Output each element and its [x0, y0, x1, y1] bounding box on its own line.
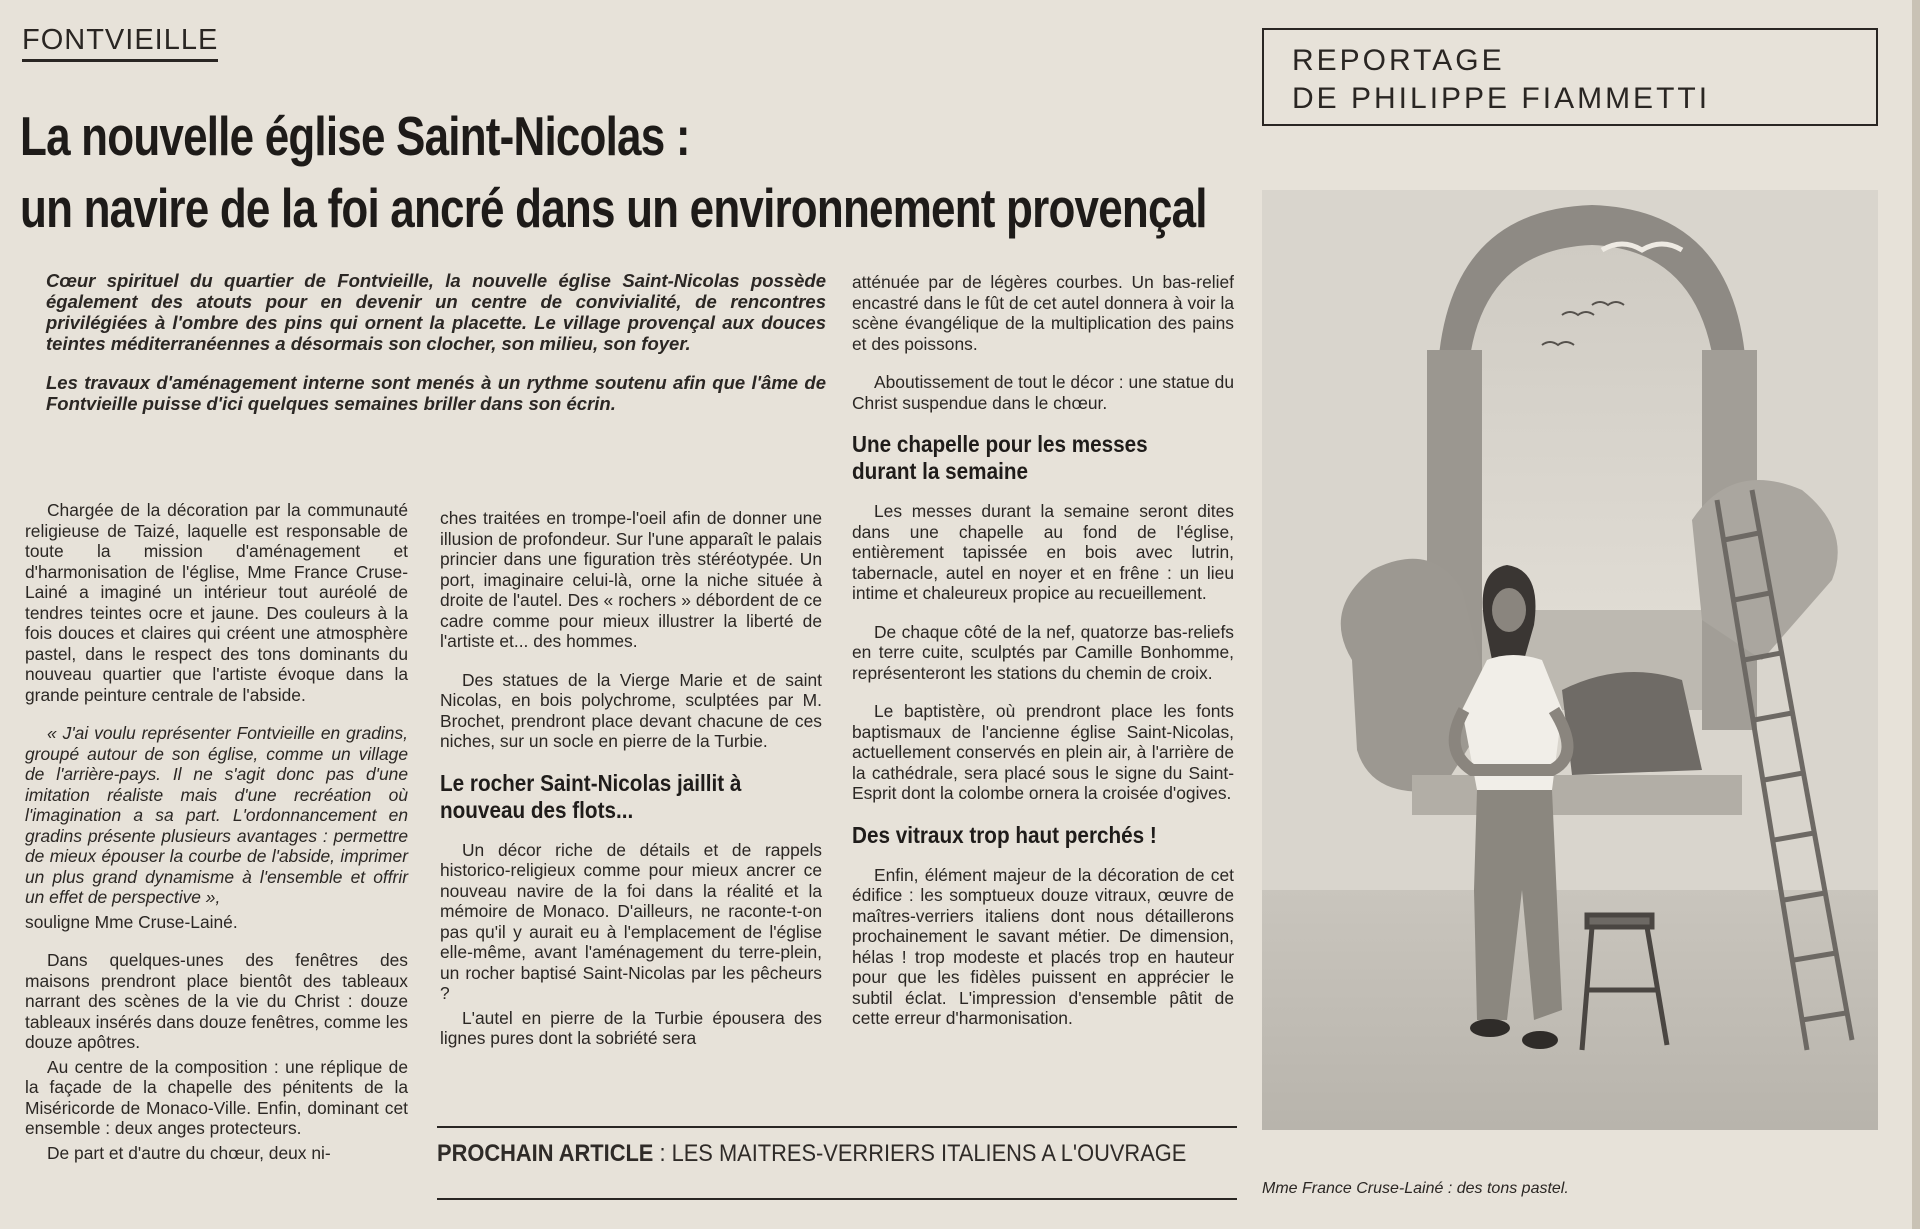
body-paragraph: ches traitées en trompe-l'oeil afin de donner une illusion de profondeur. Sur l'une apparaît le palais princier dans une figuration très stéréotypée. Un port, imaginaire celui-là, orne la niche située à droite de l'autel. Des « rochers » débordent de ce cadre comme pour mieux illustrer la liberté de l'artiste et... des hommes.	[440, 508, 822, 651]
next-article-label: PROCHAIN ARTICLE	[437, 1140, 654, 1167]
body-paragraph: De chaque côté de la nef, quatorze bas-reliefs en terre cuite, sculptés par Camille Bonhomme, représenteront les stations du chemin de croix.	[852, 621, 1234, 683]
body-paragraph: Aboutissement de tout le décor : une statue du Christ suspendue dans le chœur.	[852, 372, 1234, 413]
photo-caption: Mme France Cruse-Lainé : des tons pastel.	[1262, 1180, 1569, 1197]
headline-line-1: La nouvelle église Saint-Nicolas :	[20, 105, 690, 167]
byline-line-2: DE PHILIPPE FIAMMETTI	[1292, 82, 1711, 115]
next-article-text: LES MAITRES-VERRIERS ITALIENS A L'OUVRAGE	[671, 1140, 1187, 1167]
body-paragraph: Le baptistère, où prendront place les fonts baptismaux de l'ancienne église Saint-Nicolas, actuellement conservés en plein air, à l'arrière de la cathédrale, sera placé sous le signe du Saint-Esprit dont la colombe ornera la croisée d'ogives.	[852, 701, 1234, 803]
photo	[1262, 190, 1878, 1130]
lead-paragraphs	[46, 270, 826, 432]
subheading: Des vitraux trop haut perchés !	[852, 821, 1157, 848]
center-rock	[1562, 672, 1702, 775]
column-3	[852, 272, 1234, 1033]
section-label: FONTVIEILLE	[22, 24, 218, 62]
byline-line-1: REPORTAGE	[1292, 44, 1505, 77]
body-paragraph: L'autel en pierre de la Turbie épousera des lignes pures dont la sobriété sera	[440, 1007, 822, 1048]
body-paragraph: Des statues de la Vierge Marie et de saint Nicolas, en bois polychrome, sculptées par M. Brochet, prendront place devant chacune de ces niches, sur un socle en pierre de la Turbie.	[440, 669, 822, 751]
lead-paragraph: Cœur spirituel du quartier de Fontvieille, la nouvelle église Saint-Nicolas possède également des atouts pour en devenir un centre de convivialité, de rencontres privilégiées à l'ombre des pins qui ornent la placette. Le village provençal aux douces teintes méditerranéennes a désormais son clocher, son milieu, son foyer.	[46, 270, 826, 354]
divider-top	[437, 1126, 1237, 1128]
headline	[20, 100, 1207, 244]
body-paragraph: Dans quelques-unes des fenêtres des maisons prendront place bientôt des tableaux narrant des scènes de la vie du Christ : douze tableaux insérés dans douze fenêtres, comme les douze apôtres.	[25, 950, 408, 1052]
ledge	[1412, 775, 1742, 815]
photo-illustration	[1262, 190, 1878, 1130]
body-paragraph: Les messes durant la semaine seront dites dans une chapelle au fond de l'église, entièrement tapissée en bois avec lutrin, tabernacle, autel en noyer et en frêne : un lieu intime et chaleureux propice au recueillement.	[852, 501, 1234, 603]
next-article-banner	[437, 1140, 1187, 1168]
byline-box	[1262, 28, 1878, 126]
column-2	[440, 508, 822, 1067]
subheading: Le rocher Saint-Nicolas jaillit à nouveau des flots...	[440, 769, 742, 823]
body-paragraph: atténuée par de légères courbes. Un bas-relief encastré dans le fût de cet autel donnera à voir la scène évangélique de la multiplication des pains et des poissons.	[852, 272, 1234, 354]
body-paragraph: Au centre de la composition : une réplique de la façade de la chapelle des pénitents de la Miséricorde de Monaco-Ville. Enfin, dominant cet ensemble : deux anges protecteurs.	[25, 1056, 408, 1138]
headline-line-2: un navire de la foi ancré dans un environnement provençal	[20, 177, 1207, 239]
lead-paragraph: Les travaux d'aménagement interne sont menés à un rythme soutenu afin que l'âme de Fontvieille puisse d'ici quelques semaines briller dans son écrin.	[46, 372, 826, 414]
body-paragraph: Enfin, élément majeur de la décoration de cet édifice : les somptueux douze vitraux, œuvre de maîtres-verriers italiens dont nous détaillerons prochainement le savant métier. De dimension, hélas ! trop modeste et placés trop en hauteur pour que les fidèles puissent en apprécier le subtil éclat. L'impression d'ensemble pâtit de cette erreur d'harmonisation.	[852, 864, 1234, 1028]
next-article-separator: :	[653, 1140, 672, 1167]
divider-bottom	[437, 1198, 1237, 1200]
quote-paragraph: « J'ai voulu représenter Fontvieille en gradins, groupé autour de son église, comme un village de l'arrière-pays. Il ne s'agit donc pas d'une imitation réaliste mais d'une recréation où l'imagination a sa part. L'ordonnancement en gradins présente plusieurs avantages : permettre de mieux épouser la courbe de l'abside, imprimer un plus grand dynamisme à l'ensemble et offrir un effet de perspective »,	[25, 723, 408, 907]
column-1	[25, 500, 408, 1181]
quote-attribution: souligne Mme Cruse-Lainé.	[25, 911, 238, 932]
body-paragraph: Un décor riche de détails et de rappels historico-religieux comme pour mieux ancrer ce nouveau navire de la foi dans la réalité et la mémoire de Monaco. D'ailleurs, ne raconte-t-on pas qu'il y aurait eu à l'emplacement de l'église elle-même, avant l'aménagement du terre-plein, un rocher baptisé Saint-Nicolas par les pêcheurs ?	[440, 839, 822, 1003]
subheading: Une chapelle pour les messes durant la semaine	[852, 431, 1148, 484]
body-paragraph: De part et d'autre du chœur, deux ni-	[47, 1142, 331, 1163]
body-paragraph: Chargée de la décoration par la communauté religieuse de Taizé, laquelle est responsable de toute la mission d'aménagement et d'harmonisation de l'église, Mme France Cruse-Lainé a imaginé un intérieur tout auréolé de tendres teintes ocre et jaune. Des couleurs à la fois douces et claires qui créent une atmosphère pastel, dans le respect des tons dominants du nouveau quartier que l'artiste évoque dans la grande peinture centrale de l'abside.	[25, 500, 408, 705]
